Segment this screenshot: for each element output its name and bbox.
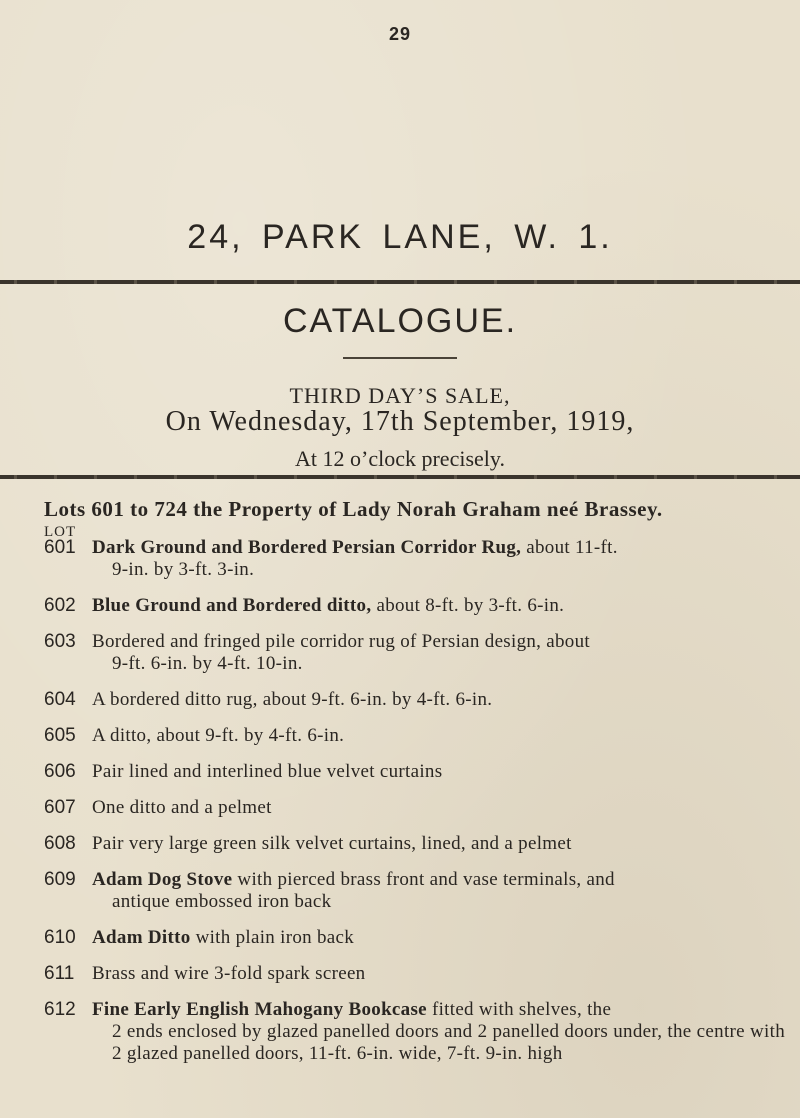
- ornamental-rule-top: [0, 280, 800, 284]
- lot-entry: [44, 963, 789, 985]
- lot-description: [92, 999, 789, 1065]
- lot-body-text: about 11-ft.: [521, 537, 618, 558]
- lot-body-text: One ditto and a pelmet: [92, 797, 272, 818]
- lot-entry: [44, 999, 789, 1065]
- lot-description: [92, 927, 789, 949]
- sale-date: On Wednesday, 17th September, 1919,: [165, 406, 635, 437]
- lot-lead-text: Adam Ditto: [92, 927, 191, 948]
- lot-list: [44, 537, 789, 1079]
- lot-description: [92, 833, 789, 855]
- lot-body-text: A ditto, about 9-ft. by 4-ft. 6-in.: [92, 725, 345, 746]
- lot-description: [92, 537, 789, 581]
- lot-description: [92, 797, 789, 819]
- lot-entry: [44, 631, 789, 675]
- lot-continuation-text: 9-ft. 6-in. by 4-ft. 10-in.: [112, 653, 303, 674]
- lot-number: 608: [44, 833, 76, 854]
- lot-body-text: Pair lined and interlined blue velvet curtains: [92, 761, 443, 782]
- lot-number: 610: [44, 927, 76, 948]
- ornamental-rule-bottom: [0, 475, 800, 479]
- lot-entry: [44, 833, 789, 855]
- lot-number: 605: [44, 725, 76, 746]
- page-number: 29: [388, 24, 412, 44]
- lot-number: 602: [44, 595, 76, 616]
- lot-entry: [44, 761, 789, 783]
- lot-number: 601: [44, 537, 76, 558]
- lot-body-text: Bordered and fringed pile corridor rug of Persian design, about: [92, 631, 590, 652]
- lot-continuation-text: 2 ends enclosed by glazed panelled doors and 2 panelled doors under, the centre with 2 glazed panelled doors, 11-ft. 6-in. wide, 7-ft. 9-in. high: [112, 1021, 785, 1064]
- lot-number: 609: [44, 869, 76, 890]
- lot-description: [92, 869, 789, 913]
- lot-number: 612: [44, 999, 76, 1020]
- catalogue-title: CATALOGUE.: [282, 302, 518, 340]
- lot-body-text: with plain iron back: [190, 927, 355, 948]
- lot-entry: [44, 689, 789, 711]
- lot-body-text: Pair very large green silk velvet curtains, lined, and a pelmet: [92, 833, 572, 854]
- lot-body-text: about 8-ft. by 3-ft. 6-in.: [371, 595, 565, 616]
- lot-entry: [44, 927, 789, 949]
- sale-day-title: THIRD DAY’S SALE,: [289, 383, 511, 408]
- lot-body-text: fitted with shelves, the: [426, 999, 612, 1020]
- lot-lead-text: Blue Ground and Bordered ditto,: [92, 595, 372, 616]
- lot-entry: [44, 797, 789, 819]
- lot-number: 611: [44, 963, 75, 984]
- lot-description: [92, 631, 789, 675]
- lot-column-label: LOT: [44, 524, 77, 540]
- lot-number: 603: [44, 631, 76, 652]
- lot-lead-text: Adam Dog Stove: [92, 869, 233, 890]
- lot-description: [92, 963, 789, 985]
- lot-description: [92, 689, 789, 711]
- lot-number: 604: [44, 689, 76, 710]
- lot-description: [92, 725, 789, 747]
- lot-description: [92, 595, 789, 617]
- lot-entry: [44, 595, 789, 617]
- lot-number: 607: [44, 797, 76, 818]
- lot-lead-text: Dark Ground and Bordered Persian Corridor Rug,: [92, 537, 522, 558]
- lot-entry: [44, 725, 789, 747]
- sale-address: 24, PARK LANE, W. 1.: [187, 218, 613, 256]
- lot-body-text: A bordered ditto rug, about 9-ft. 6-in. by 4-ft. 6-in.: [92, 689, 493, 710]
- lot-body-text: with pierced brass front and vase terminals, and: [232, 869, 615, 890]
- sale-time: At 12 o’clock precisely.: [295, 446, 505, 471]
- lot-continuation-text: antique embossed iron back: [112, 891, 332, 912]
- short-divider: [343, 357, 457, 359]
- lot-description: [92, 761, 789, 783]
- lots-heading: Lots 601 to 724 the Property of Lady Norah Graham neé Brassey.: [44, 497, 663, 521]
- lot-entry: [44, 537, 789, 581]
- lot-continuation-text: 9-in. by 3-ft. 3-in.: [112, 559, 255, 580]
- lot-number: 606: [44, 761, 76, 782]
- lot-body-text: Brass and wire 3-fold spark screen: [92, 963, 366, 984]
- lot-lead-text: Fine Early English Mahogany Bookcase: [92, 999, 427, 1020]
- lot-entry: [44, 869, 789, 913]
